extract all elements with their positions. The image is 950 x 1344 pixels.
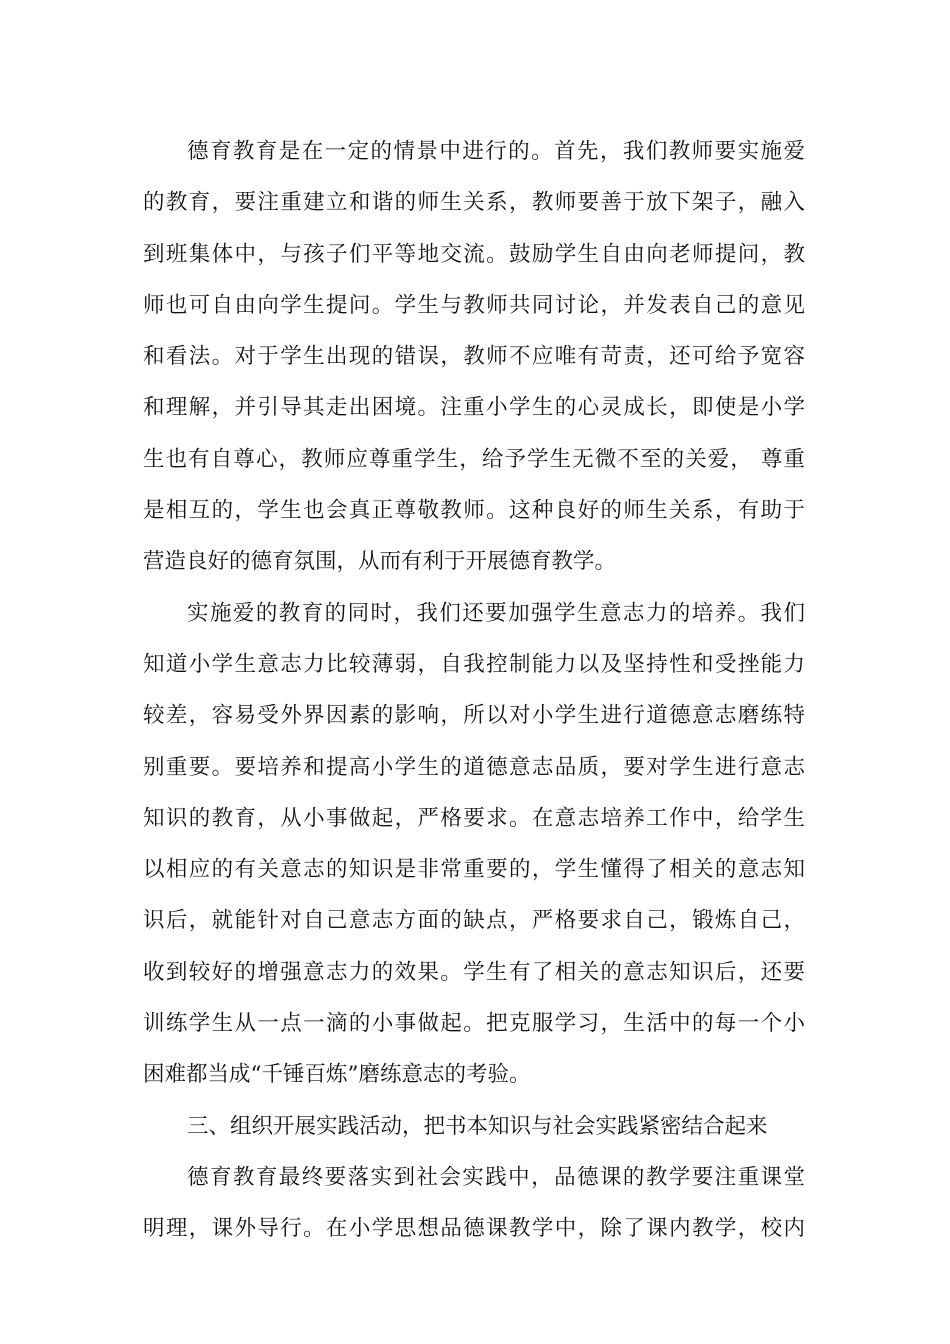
paragraph-willpower <box>143 588 805 1101</box>
text-line: 知道小学生意志力比较薄弱，自我控制能力以及坚持性和受挫能力 <box>143 651 805 677</box>
text-line: 德育教育是在一定的情景中进行的。首先，我们教师要实施爱 <box>187 139 805 164</box>
text-line: 收到较好的增强意志力的效果。学生有了相关的意志知识后，还要 <box>143 959 805 985</box>
text-line: 生也有自尊心，教师应尊重学生，给予学生无微不至的关爱， 尊重 <box>143 446 805 472</box>
text-line: 师也可自由向学生提问。学生与教师共同讨论，并发表自己的意见 <box>143 292 805 318</box>
text-line: 较差，容易受外界因素的影响，所以对小学生进行道德意志磨练特 <box>143 703 805 729</box>
paragraph-practice <box>143 1152 805 1255</box>
text-line: 的教育，要注重建立和谐的师生关系，教师要善于放下架子，融入 <box>143 190 805 216</box>
text-line: 困难都当成“千锤百炼”磨练意志的考验。 <box>143 1062 531 1088</box>
section-heading <box>143 1101 805 1152</box>
text-line: 和理解，并引导其走出困境。注重小学生的心灵成长，即使是小学 <box>143 395 805 421</box>
paragraph-love-education <box>143 126 805 588</box>
text-line: 识后，就能针对自己意志方面的缺点，严格要求自己，锻炼自己， <box>143 908 805 934</box>
text-line: 以相应的有关意志的知识是非常重要的，学生懂得了相关的意志知 <box>143 857 805 883</box>
text-line: 明理，课外导行。在小学思想品德课教学中，除了课内教学，校内 <box>143 1216 805 1242</box>
document-body <box>143 126 805 1255</box>
text-line: 德育教育最终要落实到社会实践中，品德课的教学要注重课堂 <box>187 1164 805 1190</box>
text-line: 是相互的，学生也会真正尊敬教师。这种良好的师生关系，有助于 <box>143 498 805 524</box>
section-heading-text: 三、组织开展实践活动，把书本知识与社会实践紧密结合起来 <box>187 1113 768 1139</box>
text-line: 知识的教育，从小事做起，严格要求。在意志培养工作中，给学生 <box>143 805 805 831</box>
text-line: 别重要。要培养和提高小学生的道德意志品质，要对学生进行意志 <box>143 754 805 780</box>
text-line: 营造良好的德育氛围，从而有利于开展德育教学。 <box>143 549 617 575</box>
text-line: 训练学生从一点一滴的小事做起。把克服学习，生活中的每一个小 <box>143 1011 805 1037</box>
text-line: 到班集体中，与孩子们平等地交流。鼓励学生自由向老师提问，教 <box>143 241 805 267</box>
text-line: 实施爱的教育的同时，我们还要加强学生意志力的培养。我们 <box>187 600 805 626</box>
text-line: 和看法。对于学生出现的错误，教师不应唯有苛责，还可给予宽容 <box>143 344 805 370</box>
